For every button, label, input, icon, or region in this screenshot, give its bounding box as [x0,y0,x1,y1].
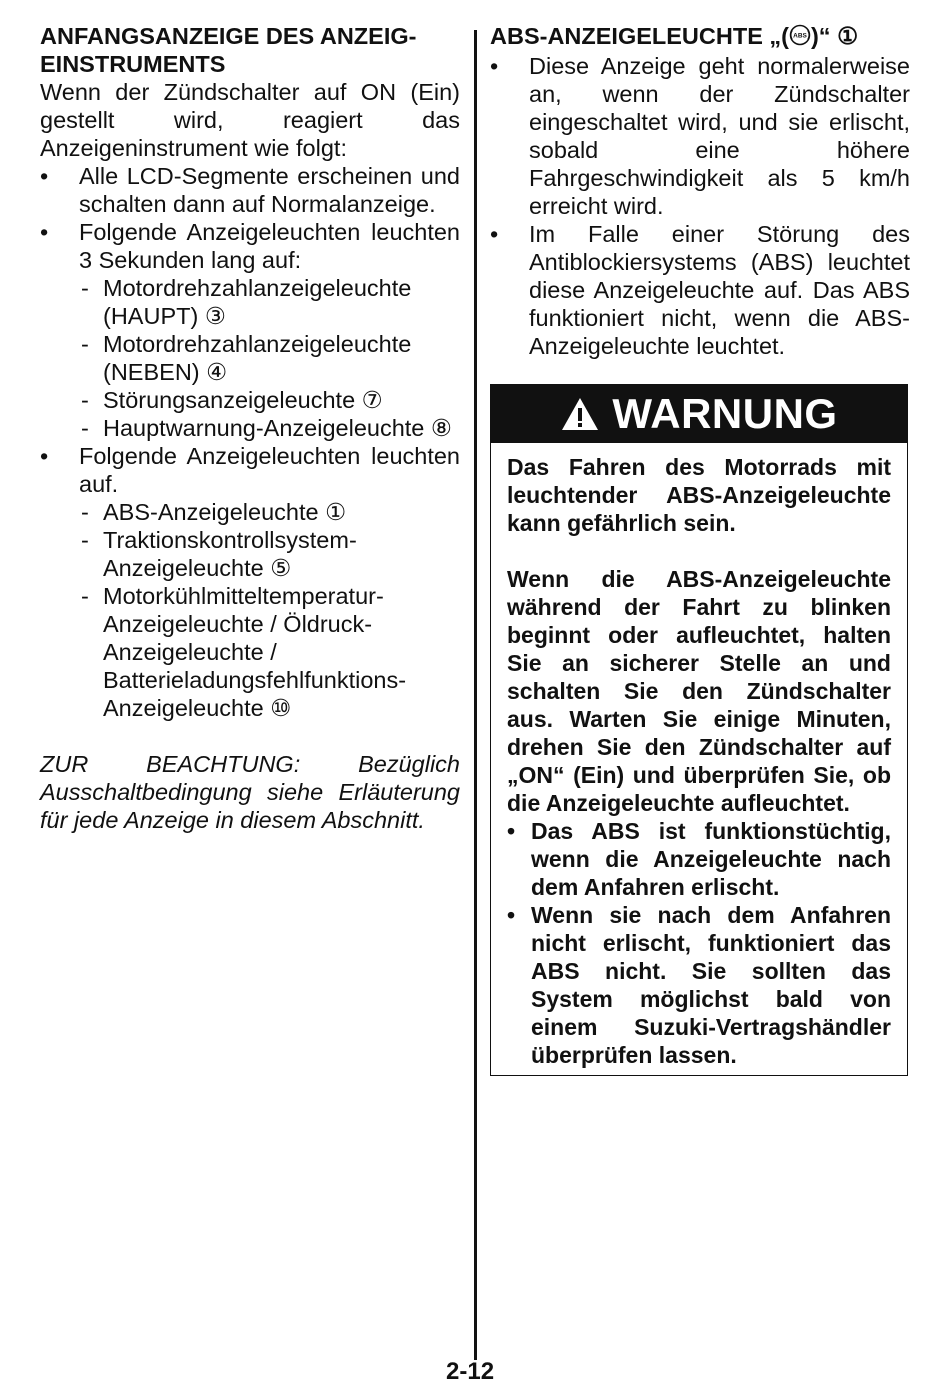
initial-display-list [40,162,460,722]
list-item: • Wenn sie nach dem Anfahren nicht erlischt, funktioniert das ABS nicht. Sie sollten das System möglichst bald von einem Suzuki-Vertragshändler überprüfen lassen. [507,901,891,1069]
sub-list-item: - Hauptwarnung-Anzeigeleuchte ⑧ [79,414,460,442]
heading-suffix: )“ ① [810,23,859,49]
intro-paragraph: Wenn der Zündschalter auf ON (Ein) gestellt wird, reagiert das Anzeigeninstrument wie folgt: [40,79,460,161]
section-heading-abs-light [490,22,910,52]
list-item: • Das ABS ist funktionstüchtig, wenn die Anzeigeleuchte nach dem Anfahren erlischt. [507,817,891,901]
list-item-text: • Folgende Anzeigeleuchten leuchten auf. [79,443,460,497]
sub-list [79,274,460,442]
list-item: • Im Falle einer Störung des Antiblockiersystems (ABS) leuchtet diese Anzeigeleuchte auf. Das ABS funktioniert nicht, wenn die ABS-Anzeigeleuchte leuchtet. [490,220,910,360]
sub-list-item: - Störungsanzeigeleuchte ⑦ [79,386,460,414]
warning-paragraph: Wenn die ABS-Anzeigeleuchte während der Fahrt zu blinken beginnt oder aufleuchtet, halten Sie an sicherer Stelle an und schalten Sie den Zündschalter aus. Warten Sie einige Minuten, drehen Sie den Zündschalter auf „ON“ (Ein) und überprüfen Sie, ob die Anzeigeleuchte aufleuchtet. [507,566,891,816]
list-item: • Alle LCD-Segmente erscheinen und schalten dann auf Normalanzeige. [40,162,460,218]
list-item: • Diese Anzeige geht normalerweise an, wenn der Zündschalter eingeschaltet wird, und sie erlischt, sobald eine höhere Fahrgeschwindigkeit als 5 km/h erreicht wird. [490,52,910,220]
page-number: 2-12 [446,1358,495,1385]
abs-light-list [490,52,910,360]
list-item [40,218,460,442]
warning-body [491,443,907,1069]
sub-list [79,498,460,722]
warning-title-bar [491,385,907,443]
section-heading-initial-display: ANFANGSANZEIGE DES ANZEIG-EINSTRUMENTS [40,23,417,77]
warning-triangle-icon [560,396,600,432]
warning-paragraph: Das Fahren des Motorrads mit leuchtender ABS-Anzeigeleuchte kann gefährlich sein. [507,454,891,536]
list-item [40,442,460,722]
sub-list-item: - Motordrehzahlanzeigeleuchte (HAUPT) ③ [79,274,460,330]
warning-box [490,384,908,1076]
left-column [40,22,460,834]
sub-list-item: - ABS-Anzeigeleuchte ① [79,498,460,526]
abs-icon-label: ABS [793,32,807,40]
warning-list [507,817,891,1069]
right-column [490,22,910,360]
abs-icon [789,24,811,52]
sub-list-item: - Motorkühlmitteltemperatur-Anzeigeleuchte / Öldruck-Anzeigeleuchte / Batterieladungsfehlfunktions-Anzeigeleuchte ⑩ [79,582,460,722]
note-paragraph: ZUR BEACHTUNG: Bezüglich Ausschaltbedingung siehe Erläuterung für jede Anzeige in diesem Abschnitt. [40,751,460,833]
column-divider [474,30,477,1360]
warning-title: WARNUNG [612,390,838,437]
list-item-text: • Folgende Anzeigeleuchten leuchten 3 Sekunden lang auf: [79,219,460,273]
sub-list-item: - Traktionskontrollsystem-Anzeigeleuchte ⑤ [79,526,460,582]
sub-list-item: - Motordrehzahlanzeigeleuchte (NEBEN) ④ [79,330,460,386]
heading-prefix: ABS-ANZEIGELEUCHTE „( [490,23,789,49]
